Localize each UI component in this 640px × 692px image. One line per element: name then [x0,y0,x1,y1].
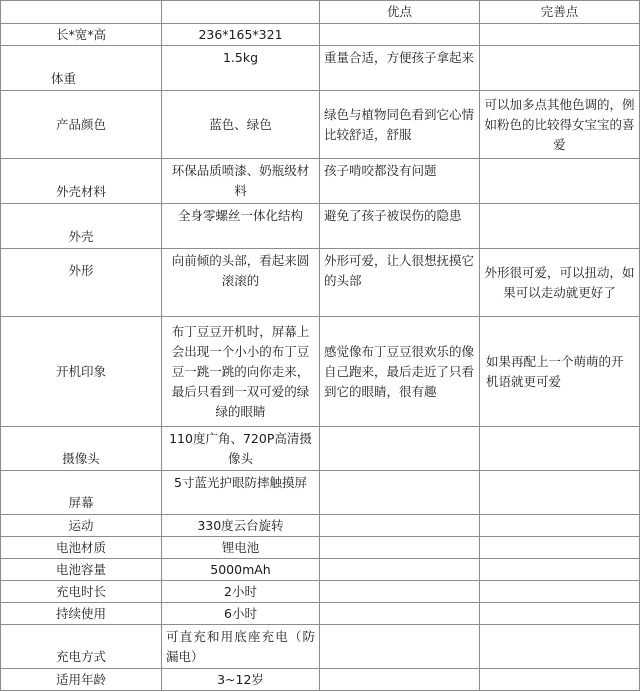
row-value: 可直充和用底座充电（防漏电） [162,625,320,669]
row-label: 屏幕 [1,471,162,515]
row-pros [320,669,480,691]
header-row [1,1,640,24]
row-value: 5000mAh [162,559,320,581]
row-label: 适用年龄 [1,669,162,691]
row-label: 摄像头 [1,427,162,471]
row-value: 向前倾的头部，看起来圆滚滚的 [162,249,320,317]
table-row [1,427,640,471]
row-value: 3~12岁 [162,669,320,691]
row-value: 环保品质喷漆、奶瓶级材料 [162,159,320,204]
row-pros: 重量合适，方便孩子拿起来 [320,46,480,91]
table-row [1,46,640,91]
table-row [1,669,640,691]
row-value: 布丁豆豆开机时，屏幕上会出现一个小小的布丁豆豆一跳一跳的向你走来，最后只看到一双可爱的绿绿的眼睛 [162,317,320,427]
row-pros [320,515,480,537]
row-improve [480,669,640,691]
table-row [1,559,640,581]
row-improve [480,46,640,91]
row-pros [320,24,480,46]
row-improve [480,581,640,603]
header-value-cell [162,1,320,24]
row-value: 330度云台旋转 [162,515,320,537]
row-improve [480,559,640,581]
row-value: 2小时 [162,581,320,603]
table-row [1,24,640,46]
row-improve [480,515,640,537]
row-improve: 外形很可爱，可以扭动，如果可以走动就更好了 [480,249,640,317]
table-row [1,249,640,317]
row-improve [480,159,640,204]
row-pros [320,427,480,471]
row-pros: 避免了孩子被误伤的隐患 [320,204,480,249]
row-value: 5寸蓝光护眼防摔触摸屏 [162,471,320,515]
row-value: 1.5kg [162,46,320,91]
row-label: 充电方式 [1,625,162,669]
row-value: 锂电池 [162,537,320,559]
row-pros [320,537,480,559]
table-row [1,537,640,559]
row-label: 持续使用 [1,603,162,625]
row-pros [320,581,480,603]
table-row [1,159,640,204]
row-label: 运动 [1,515,162,537]
row-pros [320,603,480,625]
row-improve [480,625,640,669]
row-improve [480,24,640,46]
row-label: 外形 [1,249,162,317]
row-value: 全身零螺丝一体化结构 [162,204,320,249]
row-label: 开机印象 [1,317,162,427]
row-improve [480,471,640,515]
table-row [1,515,640,537]
row-label: 长*宽*高 [1,24,162,46]
row-label: 外壳 [1,204,162,249]
table-row [1,91,640,159]
row-pros [320,625,480,669]
row-improve [480,204,640,249]
row-value: 110度广角、720P高清摄像头 [162,427,320,471]
table-row [1,204,640,249]
table-row [1,603,640,625]
table-row [1,581,640,603]
row-label: 电池容量 [1,559,162,581]
row-improve: 可以加多点其他色调的，例如粉色的比较得女宝宝的喜爱 [480,91,640,159]
row-value: 6小时 [162,603,320,625]
header-pros-cell: 优点 [320,1,480,24]
row-pros: 绿色与植物同色看到它心情比较舒适，舒服 [320,91,480,159]
row-pros: 孩子啃咬都没有问题 [320,159,480,204]
row-label: 产品颜色 [1,91,162,159]
row-pros: 感觉像布丁豆豆很欢乐的像自己跑来，最后走近了只看到它的眼睛，很有趣 [320,317,480,427]
row-pros [320,559,480,581]
row-pros: 外形可爱，让人很想抚摸它的头部 [320,249,480,317]
row-improve: 如果再配上一个萌萌的开机语就更可爱 [480,317,640,427]
row-improve [480,537,640,559]
table-row [1,471,640,515]
row-improve [480,603,640,625]
row-value: 蓝色、绿色 [162,91,320,159]
row-improve [480,427,640,471]
row-label: 充电时长 [1,581,162,603]
header-improve-cell: 完善点 [480,1,640,24]
header-blank-cell [1,1,162,24]
row-pros [320,471,480,515]
row-label: 电池材质 [1,537,162,559]
row-label: 体重 [1,46,162,91]
row-value: 236*165*321 [162,24,320,46]
table-row [1,317,640,427]
row-label: 外壳材料 [1,159,162,204]
table-row [1,625,640,669]
